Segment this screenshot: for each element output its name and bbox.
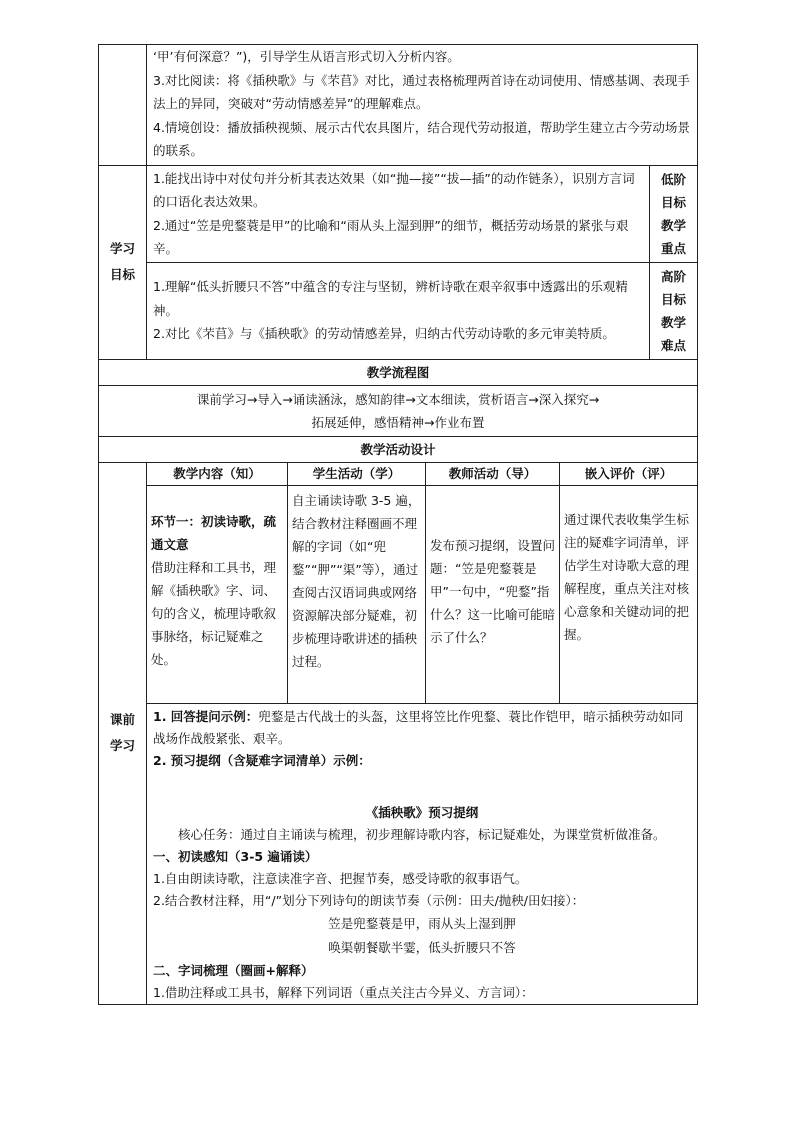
- methods-row: [99, 45, 698, 166]
- flowchart-heading-row: [99, 359, 698, 385]
- preclass-label: 课前学习: [99, 462, 147, 1004]
- activity-heading-row: [99, 436, 698, 462]
- activity-columns-row: [99, 462, 698, 485]
- flowchart-line: 课前学习→导入→诵读涵泳，感知韵律→文本细读，赏析语言→深入探究→: [196, 391, 600, 407]
- answers-row: [99, 703, 698, 1004]
- part1-title: 一、初读感知（3-5 遍诵读）: [153, 848, 318, 864]
- objective-item: 1.理解“低头折腰只不答”中蕴含的专注与坚韧，辨析诗歌在艰辛叙事中透露出的乐观精神。: [153, 279, 628, 318]
- methods-side-cell: [99, 45, 147, 166]
- low-objective-tag: 低阶目标教学重点: [650, 165, 698, 262]
- high-objectives: [147, 262, 650, 359]
- objective-item: 1.能找出诗中对仗句并分析其表达效果（如“抛—接”“拔—插”的动作链条），识别方言词的口语化表达效果。: [153, 170, 635, 209]
- answer-1-text: 兜鍪是古代战士的头盔，这里将笠比作兜鍪、蓑比作铠甲，暗示插秧劳动如同战场作战般紧张、艰辛。: [153, 708, 684, 746]
- teacher-cell: 发布预习提纲，设置问题：“笠是兜鍪蓑是甲”一句中，“兜鍪”指什么？这一比喻可能暗示了什么？: [426, 485, 560, 703]
- spacer: [153, 772, 691, 802]
- column-header-teacher: 教师活动（导）: [426, 462, 560, 485]
- content-body: 借助注释和工具书，理解《插秧歌》字、词、句的含义，梳理诗歌叙事脉络，标记疑难之处。: [151, 559, 277, 667]
- outline-title: 《插秧歌》预习提纲: [365, 804, 479, 820]
- student-cell: 自主诵读诗歌 3-5 遍，结合教材注释圈画不理解的字词（如“兜鍪”“胛”“渠”等），通过查阅古汉语词典或网络资源解决部分疑难，初步梳理诗歌讲述的插秧过程。: [288, 485, 426, 703]
- objective-row-high: [99, 262, 698, 359]
- column-header-content: 教学内容（知）: [147, 462, 288, 485]
- answers-cell: [147, 703, 698, 1004]
- methods-cell: [147, 45, 698, 166]
- flowchart-row: [99, 385, 698, 436]
- part2-title: 二、字词梳理（圈画+解释）: [153, 962, 314, 978]
- lesson-plan-table: [98, 44, 698, 1005]
- content-title: 环节一：初读诗歌，疏通文意: [151, 513, 277, 552]
- objective-item: 2.通过“笠是兜鍪蓑是甲”的比喻和“雨从头上湿到胛”的细节，概括劳动场景的紧张与艰辛。: [153, 217, 629, 256]
- evaluation-cell: 通过课代表收集学生标注的疑难字词清单，评估学生对诗歌大意的理解程度，重点关注对核心意象和关键动词的把握。: [560, 485, 698, 703]
- part2-item: 1.借助注释或工具书，解释下列词语（重点关注古今异义、方言词）：: [153, 984, 534, 1000]
- flowchart-content: [99, 385, 698, 436]
- column-header-evaluation: 嵌入评价（评）: [560, 462, 698, 485]
- high-objective-tag: 高阶目标教学难点: [650, 262, 698, 359]
- poem-line: 唤渠朝餐歇半霎，低头折腰只不答: [328, 939, 516, 955]
- method-line: 4.情境创设：播放插秧视频、展示古代农具图片，结合现代劳动报道，帮助学生建立古今劳动场景的联系。: [153, 119, 690, 158]
- content-cell: [147, 485, 288, 703]
- answer-2-label: 2. 预习提纲（含疑难字词清单）示例：: [153, 752, 371, 768]
- method-line: 3.对比阅读：将《插秧歌》与《芣苢》对比，通过表格梳理两首诗在动词使用、情感基调、表现手法上的异同，突破对“劳动情感差异”的理解难点。: [153, 72, 690, 111]
- low-objectives: [147, 165, 650, 262]
- core-task: 核心任务：通过自主诵读与梳理，初步理解诗歌内容，标记疑难处，为课堂赏析做准备。: [178, 826, 666, 842]
- answer-1: [153, 706, 691, 750]
- activity-row: [99, 485, 698, 703]
- part1-item: 1.自由朗读诗歌，注意读准字音、把握节奏，感受诗歌的叙事语气。: [153, 870, 528, 886]
- poem-line: 笠是兜鍪蓑是甲，雨从头上湿到胛: [328, 915, 516, 931]
- part1-item: 2.结合教材注释，用“/”划分下列诗句的朗读节奏（示例：田夫/抛秧/田妇接）：: [153, 892, 585, 908]
- objective-item: 2.对比《芣苢》与《插秧歌》的劳动情感差异，归纳古代劳动诗歌的多元审美特质。: [153, 326, 615, 342]
- activity-heading: 教学活动设计: [99, 436, 698, 462]
- method-line: ‘甲’有何深意？”)，引导学生从语言形式切入分析内容。: [153, 49, 460, 64]
- objective-row-low: [99, 165, 698, 262]
- flowchart-line: 拓展延伸，感悟精神→作业布置: [311, 414, 485, 430]
- flowchart-heading: 教学流程图: [99, 359, 698, 385]
- answer-1-label: 1. 回答提问示例：: [153, 708, 259, 724]
- objectives-label: 学习目标: [99, 165, 147, 359]
- column-header-student: 学生活动（学）: [288, 462, 426, 485]
